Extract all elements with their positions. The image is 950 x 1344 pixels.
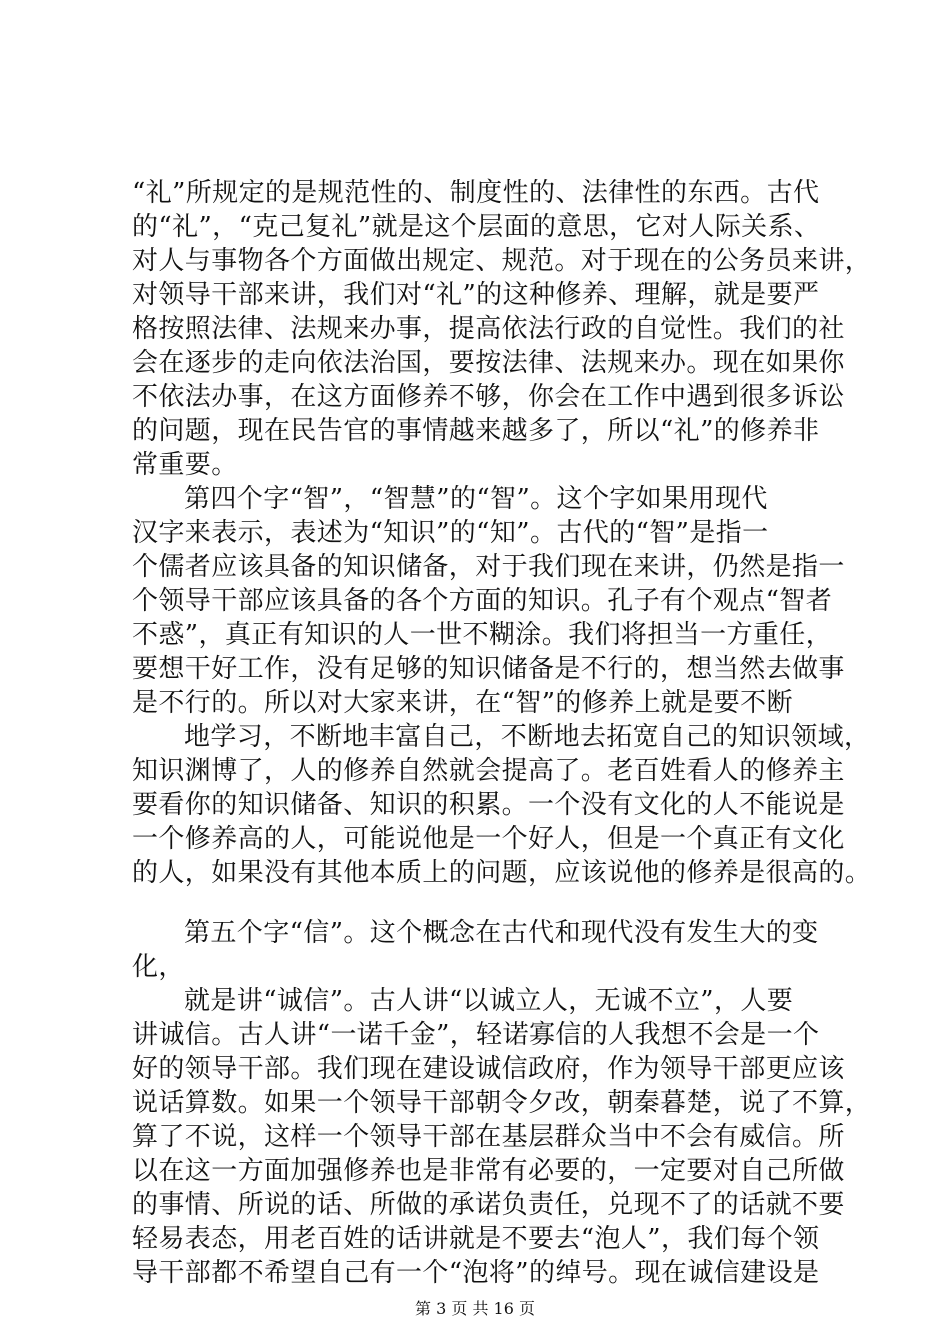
text-line: 的问题，现在民告官的事情越来越多了，所以“礼”的修养非 [132, 416, 820, 446]
text-line: 好的领导干部。我们现在建设诚信政府，作为领导干部更应该 [132, 1054, 845, 1084]
text-line: 导干部都不希望自己有一个“泡将”的绰号。现在诚信建设是 [132, 1258, 820, 1288]
text-line: 对领导干部来讲，我们对“礼”的这种修养、理解，就是要严 [132, 280, 820, 310]
text-line: 对人与事物各个方面做出规定、规范。对于现在的公务员来讲， [132, 246, 872, 276]
text-line: 以在这一方面加强修养也是非常有必要的，一定要对自己所做 [132, 1156, 845, 1186]
text-line: 格按照法律、法规来办事，提高依法行政的自觉性。我们的社 [132, 314, 845, 344]
text-line: 的事情、所说的话、所做的承诺负责任，兑现不了的话就不要 [132, 1190, 845, 1220]
text-line: 的人，如果没有其他本质上的问题，应该说他的修养是很高的。 [132, 858, 872, 888]
text-line: 说话算数。如果一个领导干部朝令夕改，朝秦暮楚，说了不算， [132, 1088, 872, 1118]
page-number-footer: 第 3 页 共 16 页 [415, 1299, 535, 1318]
text-line: 的“礼”，“克己复礼”就是这个层面的意思，它对人际关系、 [132, 212, 821, 242]
text-line: 是不行的。所以对大家来讲，在“智”的修养上就是要不断 [132, 688, 793, 718]
text-line: 个领导干部应该具备的各个方面的知识。孔子有个观点“智者 [132, 586, 833, 616]
text-line: 算了不说，这样一个领导干部在基层群众当中不会有威信。所 [132, 1122, 845, 1152]
paragraph-start-line: 第四个字“智”，“智慧”的“智”。这个字如果用现代 [184, 484, 768, 514]
text-line: 个儒者应该具备的知识储备，对于我们现在来讲，仍然是指一 [132, 552, 845, 582]
text-line: 讲诚信。古人讲“一诺千金”，轻诺寡信的人我想不会是一个 [132, 1020, 820, 1050]
text-line: 常重要。 [132, 450, 238, 480]
text-line: 轻易表态，用老百姓的话讲就是不要去“泡人”，我们每个领 [132, 1224, 820, 1254]
text-line: 会在逐步的走向依法治国，要按法律、法规来办。现在如果你 [132, 348, 845, 378]
text-line: 要看你的知识储备、知识的积累。一个没有文化的人不能说是 [132, 790, 845, 820]
text-line: 汉字来表示，表述为“知识”的“知”。古代的“智”是指一 [132, 518, 769, 548]
paragraph-start-line: 第五个字“信”。这个概念在古代和现代没有发生大的变 [184, 918, 819, 948]
text-line: 不惑”，真正有知识的人一世不糊涂。我们将担当一方重任， [132, 620, 833, 650]
paragraph-start-line: 就是讲“诚信”。古人讲“以诚立人，无诚不立”，人要 [184, 986, 794, 1016]
text-line: 一个修养高的人，可能说他是一个好人，但是一个真正有文化 [132, 824, 845, 854]
text-line: 不依法办事，在这方面修养不够，你会在工作中遇到很多诉讼 [132, 382, 845, 412]
paragraph-start-line: 地学习，不断地丰富自己，不断地去拓宽自己的知识领域， [184, 722, 871, 752]
text-line: 要想干好工作，没有足够的知识储备是不行的，想当然去做事 [132, 654, 845, 684]
text-line: 知识渊博了，人的修养自然就会提高了。老百姓看人的修养主 [132, 756, 845, 786]
text-line: “礼”所规定的是规范性的、制度性的、法律性的东西。古代 [132, 178, 820, 208]
text-line: 化， [132, 952, 185, 982]
